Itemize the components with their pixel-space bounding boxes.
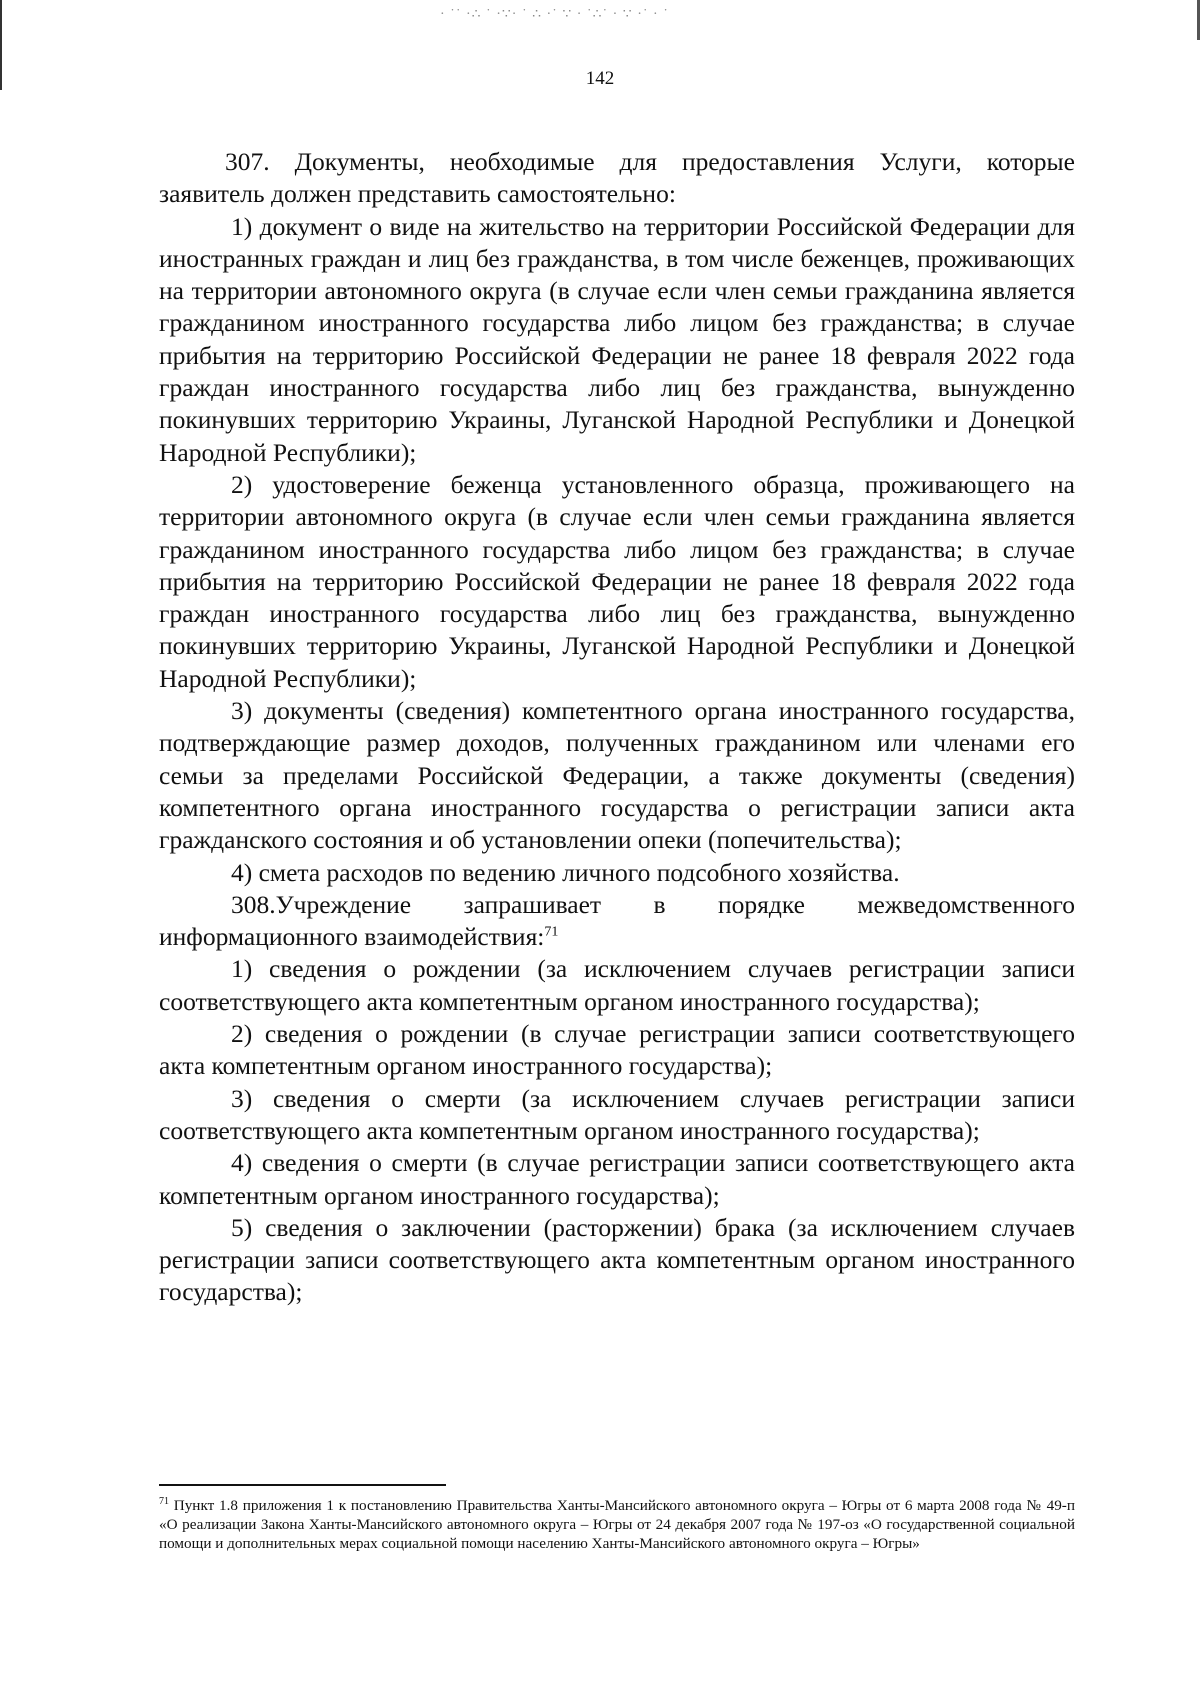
paragraph-308 xyxy=(159,889,1075,954)
paragraph-308-item-4: 4) сведения о смерти (в случае регистрации записи соответствующего акта компетентным органом иностранного государства); xyxy=(159,1148,1075,1210)
scan-noise-artifact: · ˙˙ ·∴ ˙ ·∵· ˙ ∴ ·˙ ∵ · ˙∴˙ · ∵ ·˙ · ˙ xyxy=(440,7,669,22)
footnote xyxy=(159,1497,1075,1553)
paragraph-307-item-2: 2) удостоверение беженца установленного образца, проживающего на территории автономного округа (в случае если член семьи гражданина является гражданином иностранного государства либо лицом без гражданства; в случае прибытия на территорию Российской Федерации не ранее 18 февраля 2022 года граждан иностранного государства либо лиц без гражданства, вынужденно покинувших территорию Украины, Луганской Народной Республики и Донецкой Народной Республики); xyxy=(159,469,1075,693)
paragraph-307-item-3: 3) документы (сведения) компетентного органа иностранного государства, подтверждающие размер доходов, полученных гражданином или членами его семьи за пределами Российской Федерации, а также документы (сведения) компетентного органа иностранного государства о регистрации записи акта гражданского состояния и об установлении опеки (попечительства); xyxy=(159,696,1075,855)
paragraph-308-item-5: 5) сведения о заключении (расторжении) брака (за исключением случаев регистрации записи соответствующего акта компетентным органом иностранного государства); xyxy=(159,1212,1075,1307)
paragraph-307: 307. Документы, необходимые для предоставления Услуги, которые заявитель должен представить самостоятельно: xyxy=(159,147,1075,209)
footnote-text: Пункт 1.8 приложения 1 к постановлению Правительства Ханты-Мансийского автономного округа – Югры от 6 марта 2008 года № 49-п «О реализации Закона Ханты-Мансийского автономного округа – Югры от 24 декабря 2007 года № 197-оз «О государственной социальной помощи и дополнительных мерах социальной помощи населению Ханты-Мансийского автономного округа – Югры» xyxy=(159,1497,1075,1552)
paragraph-308-text: 308.Учреждение запрашивает в порядке межведомственного информационного взаимодействия: xyxy=(159,889,1075,952)
paragraph-308-item-1: 1) сведения о рождении (за исключением случаев регистрации записи соответствующего акта компетентным органом иностранного государства); xyxy=(159,954,1075,1016)
paragraph-307-item-4: 4) смета расходов по ведению личного подсобного хозяйства. xyxy=(231,857,900,887)
document-body xyxy=(159,146,1075,1309)
page-number: 142 xyxy=(585,68,615,89)
paragraph-308-item-2: 2) сведения о рождении (в случае регистрации записи соответствующего акта компетентным органом иностранного государства); xyxy=(159,1019,1075,1081)
footnote-reference: 71 xyxy=(544,924,559,940)
paragraph-307-item-1: 1) документ о виде на жительство на территории Российской Федерации для иностранных граждан и лиц без гражданства, в том числе беженцев, проживающих на территории автономного округа (в случае если член семьи гражданина является гражданином иностранного государства либо лицом без гражданства; в случае прибытия на территорию Российской Федерации не ранее 18 февраля 2022 года граждан иностранного государства либо лиц без гражданства, вынужденно покинувших территорию Украины, Луганской Народной Республики и Донецкой Народной Республики); xyxy=(159,211,1075,467)
footnote-number: 71 xyxy=(159,1495,169,1507)
paragraph-308-item-3: 3) сведения о смерти (за исключением случаев регистрации записи соответствующего акта компетентным органом иностранного государства); xyxy=(159,1083,1075,1145)
footnote-separator xyxy=(159,1484,446,1486)
